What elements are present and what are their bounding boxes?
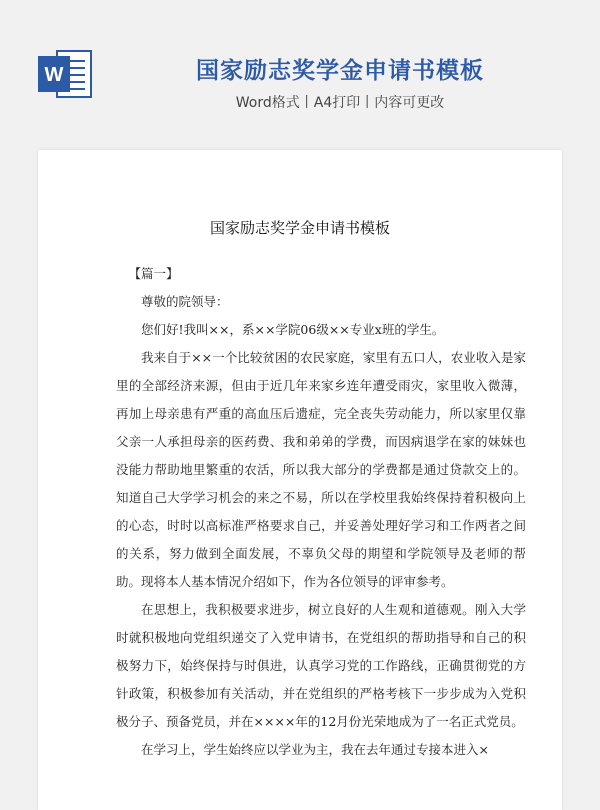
svg-text:W: W	[44, 64, 64, 86]
paragraph: 在思想上，我积极要求进步，树立良好的人生观和道德观。刚入大学时就积极地向党组织递交了入党申请书，在党组织的帮助指导和自己的积极努力下，始终保持与时俱进，认真学习党的工作路线，正确贯彻党的方针政策，积极参加有关活动，并在党组织的严格考核下一步步成为入党积极分子、预备党员，并在××××年的12月份光荣地成为了一名正式党员。	[116, 602, 526, 729]
document-title: 国家励志奖学金申请书模板	[209, 219, 390, 237]
paragraph: 在学习上，学生始终应以学业为主，我在去年通过专接本进入×	[141, 742, 489, 757]
document-page	[38, 150, 562, 810]
section-label: 【篇一】	[128, 266, 179, 281]
greeting: 尊敬的院领导：	[141, 294, 229, 309]
template-subtitle: Word格式丨A4打印丨内容可更改	[235, 95, 445, 111]
document-body	[116, 260, 526, 764]
word-icon	[35, 43, 95, 103]
paragraph: 您们好!我叫××，系××学院06级××专业x班的学生。	[141, 322, 445, 337]
template-header	[0, 0, 600, 150]
template-title: 国家励志奖学金申请书模板	[196, 58, 484, 84]
paragraph: 我来自于××一个比较贫困的农民家庭，家里有五口人，农业收入是家里的全部经济来源，但由于近几年来家乡连年遭受雨灾，家里收入微薄，再加上母亲患有严重的高血压后遗症，完全丧失劳动能力，所以家里仅靠父亲一人承担母亲的医药费、我和弟弟的学费，而因病退学在家的妹妹也没能力帮助地里繁重的农活，所以我大部分的学费都是通过贷款交上的。知道自己大学学习机会的来之不易，所以在学校里我始终保持着积极向上的心态，时时以高标准严格要求自己，并妥善处理好学习和工作两者之间的关系，努力做到全面发展，不辜负父母的期望和学院领导及老师的帮助。现将本人基本情况介绍如下，作为各位领导的评审参考。	[116, 350, 526, 589]
